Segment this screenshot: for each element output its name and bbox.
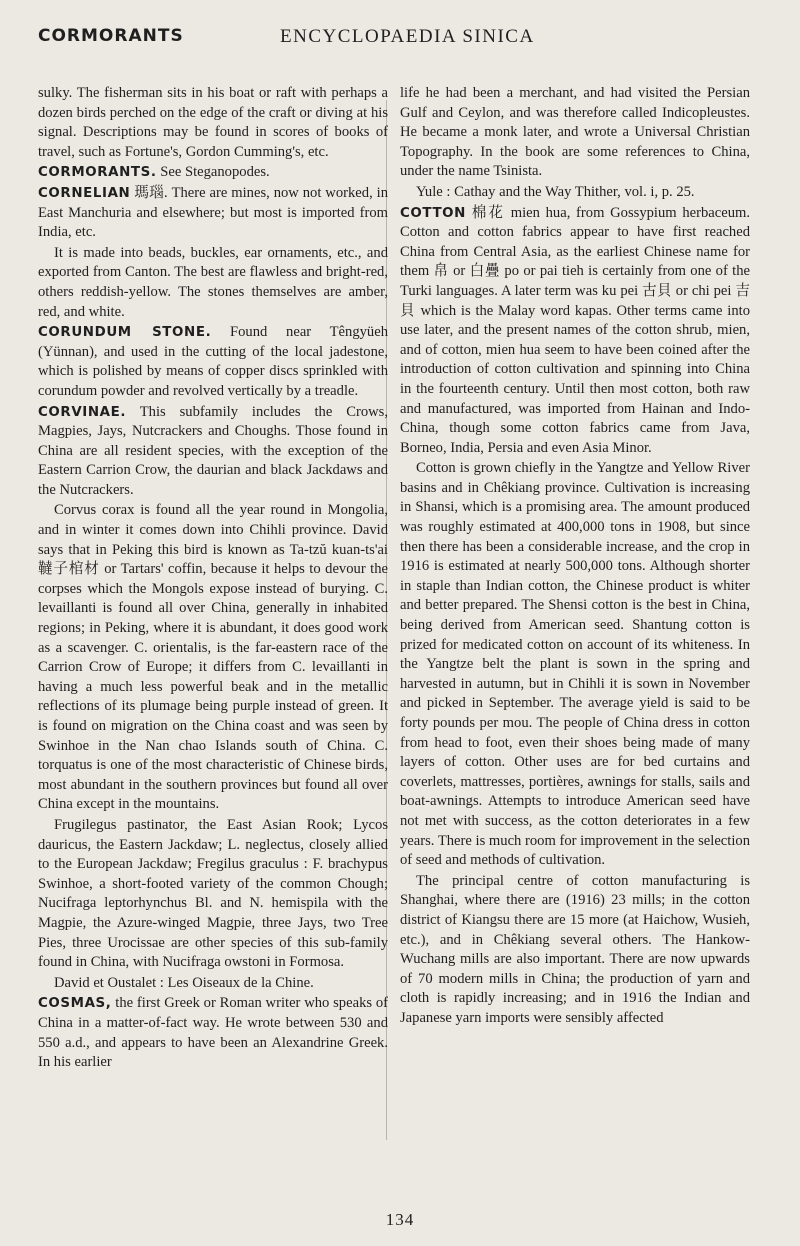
entry-body: There are mines, now not worked, in East Manchuria and elsewhere; but most is imported from India, etc. <box>38 184 388 241</box>
entry-paragraph: Frugilegus pastinator, the East Asian Rook; Lycos dauricus, the Eastern Jackdaw; L. neglectus, closely allied to the European Jackdaw; Fregilus graculus : F. brachypus Swinhoe, a short-footed variety of the common Chough; Nucifraga leptorhynchus Bl. and N. hemispila with the Magpie, the Azure-winged Magpie, three Jays, two Tree Pies, three Urocissae are other species of this sub-family found in China, with Nucifraga owstoni in Formosa. <box>38 816 388 971</box>
entry-paragraph: Corvus corax is found all the year round in Mongolia, and in winter it comes down into Chihli province. David says that in Peking this bird is known as Ta-tzŭ kuan-ts'ai 韃子棺材 or Tartars' coffin, because it helps to devour the corpses which the Mongols expose instead of burying. C. levaillanti is found all over China, generally in inhabited regions; in Peking, where it is abundant, it does good work as a scavenger. C. orientalis, is the far-eastern race of the Carrion Crow of Europe; it differs from C. levaillanti in having a much less powerful beak and in the metallic reflections of its plumage being purple instead of green. It is found on migration on the China coast and was seen by Swinhoe in the Nan chao Islands south of China. C. torquatus is one of the most characteristic of Chinese birds, most abundant in the southern provinces but found all over China except in the mountains. <box>38 502 388 813</box>
entry-heading: CORNELIAN <box>38 185 131 201</box>
entry-continuation: life he had been a merchant, and had visited the Persian Gulf and Ceylon, and was therefore called Indicopleustes. He became a monk later, and wrote a Universal Christian Topography. In the book are some references to China, under the name Tsinista. <box>400 85 750 180</box>
entry-heading: COSMAS, <box>38 996 112 1012</box>
entry-reference: David et Oustalet : Les Oiseaux de la Chine. <box>54 974 314 991</box>
entry-body: mien hua, from Gossypium herbaceum. Cotton and cotton fabrics appear to have first reached China from Central Asia, as the earliest Chinese name for them 帛 or 白疊 po or pai tieh is certainly from one of the Turki languages. A later term was ku pei 古貝 or chi pei 吉貝 which is the Malay word kapas. Other terms came into use later, and the present names of the cotton shrub, mien, and of cotton, mien hua seem to have been coined after the introduction of cotton cultivation and spinning into China in the fourteenth century. Until then most cotton, both raw and manufactured, was imported from Hainan and Indo-China, though some cotton fabrics came from Java, Borneo, India, Persia and even Asia Minor. <box>400 204 750 456</box>
entry-paragraph: It is made into beads, buckles, ear ornaments, etc., and exported from Canton. The best are flawless and bright-red, others reddish-yellow. The stones themselves are amber, red, and white. <box>38 244 388 320</box>
entry-body: This subfamily includes the Crows, Magpies, Jays, Nutcrackers and Choughs. Those found in China are all resident species, with the exception of the Eastern Carrion Crow, the daurian and black Jackdaws and the Nutcrackers. <box>38 403 388 498</box>
entry-corundum <box>38 323 388 401</box>
entry-body: Found near Têngyüeh (Yünnan), and used in the cutting of the local jadestone, which is polished by means of copper discs sprinkled with corundum powder and revolved vertically by a treadle. <box>38 324 388 399</box>
entry-cormorants <box>38 163 388 183</box>
running-head-entry: CORMORANTS <box>38 26 184 46</box>
entry-heading: CORUNDUM STONE. <box>38 325 212 341</box>
page-number: 134 <box>385 1210 415 1229</box>
entry-corvinae <box>38 403 388 501</box>
right-column <box>400 84 750 1030</box>
chinese-characters: 瑪瑙. <box>134 184 168 201</box>
entry-reference: Yule : Cathay and the Way Thither, vol. i, p. 25. <box>416 183 695 200</box>
chinese-characters: 棉花 <box>471 204 506 221</box>
left-column <box>38 84 388 1074</box>
entry-cotton <box>400 204 750 459</box>
entry-paragraph: Cotton is grown chiefly in the Yangtze and Yellow River basins and in Chêkiang province. Cultivation is increasing in Shansi, which is a promising area. The amount produced was roughly estimated at 400,000 tons in 1908, but since then there has been a considerable increase, and the crop in 1916 is estimated at nearly 500,000 tons. Although shorter in staple than Indian cotton, the Chinese product is whiter and better prepared. The Shensi cotton is the best in China, being derived from American seed. Shantung cotton is prized for medicated cotton on account of its whiteness. In the Yangtze belt the plant is sown in the spring and harvested in autumn, but in Chihli it is sown in November and picked in September. The average yield is said to be forty pounds per mou. The people of China dress in cotton from head to foot, even their shoes being made of many layers of cotton. Other uses are for bed curtains and coverlets, mattresses, portières, awnings for stalls, sails and boat-awnings. Attempts to introduce American seed have not met with success, as the cotton deteriorates in a few years. There is much room for improvement in the selection of seed and methods of cultivation. <box>400 460 750 869</box>
entry-heading: COTTON <box>400 205 466 221</box>
entry-heading: CORVINAE. <box>38 404 127 420</box>
running-head <box>0 26 800 56</box>
entry-body: See Steganopodes. <box>160 164 270 181</box>
entry-cosmas <box>38 994 388 1072</box>
entry-cornelian <box>38 184 388 243</box>
fishing-paragraph: sulky. The fisherman sits in his boat or raft with perhaps a dozen birds perched on the edge of the craft or diving at his signal. Descriptions may be found in scores of books of travel, such as Fortune's, Gordon Cumming's, etc. <box>38 85 388 160</box>
entry-paragraph: The principal centre of cotton manufacturing is Shanghai, where there are (1916) 23 mills; in the cotton district of Kiangsu there are 15 more (at Haichow, Wusieh, etc.), and in Chêkiang several others. The Hankow-Wuchang mills are also important. There are now upwards of 70 modern mills in China; the production of yarn and cloth is rapidly increasing; and in 1916 the Indian and Japanese yarn imports were sensibly affected <box>400 872 750 1026</box>
entry-heading: CORMORANTS. <box>38 165 157 181</box>
entry-body: the first Greek or Roman writer who speaks of China in a matter-of-fact way. He wrote between 530 and 550 a.d., and appears to have been an Alexandrine Greek. In his earlier <box>38 995 388 1071</box>
running-head-title: ENCYCLOPAEDIA SINICA <box>280 26 535 47</box>
